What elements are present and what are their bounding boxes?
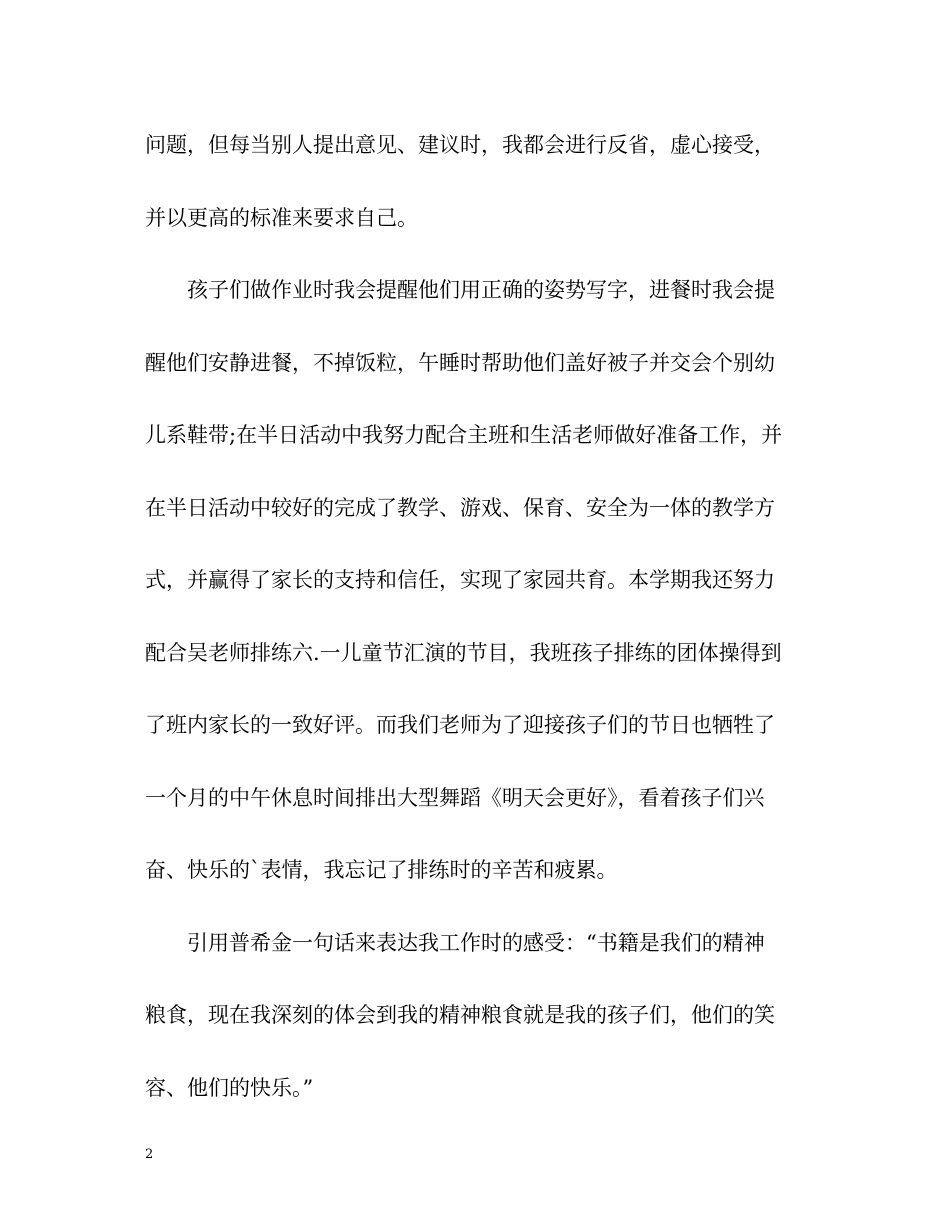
text-line: 容、他们的快乐。” xyxy=(145,1075,314,1100)
text-line: 奋、快乐的`表情，我忘记了排练时的辛苦和疲累。 xyxy=(145,858,618,882)
paragraph-start-line: 孩子们做作业时我会提醒他们用正确的姿势写字，进餐时我会提 xyxy=(187,278,775,302)
text-line: 并以更高的标准来要求自己。 xyxy=(145,205,418,230)
text-line: 在半日活动中较好的完成了教学、游戏、保育、安全为一体的教学方 xyxy=(145,495,775,520)
text-line: 式，并赢得了家长的支持和信任，实现了家园共育。本学期我还努力 xyxy=(145,568,775,592)
paragraph-start-line: 引用普希金一句话来表达我工作时的感受：“书籍是我们的精神 xyxy=(187,930,765,955)
text-line: 问题，但每当别人提出意见、建议时，我都会进行反省，虚心接受， xyxy=(145,133,775,157)
body-text xyxy=(145,118,810,1133)
text-line: 醒他们安静进餐，不掉饭粒，午睡时帮助他们盖好被子并交会个别幼 xyxy=(145,350,775,375)
text-line: 一个月的中午休息时间排出大型舞蹈《明天会更好》，看着孩子们兴 xyxy=(145,785,765,810)
page-number: 2 xyxy=(145,1147,154,1162)
text-line: 粮食，现在我深刻的体会到我的精神粮食就是我的孩子们，他们的笑 xyxy=(145,1003,775,1027)
text-line: 配合吴老师排练六.一儿童节汇演的节目，我班孩子排练的团体操得到 xyxy=(145,640,782,665)
text-line: 儿系鞋带;在半日活动中我努力配合主班和生活老师做好准备工作，并 xyxy=(145,423,783,447)
text-line: 了班内家长的一致好评。而我们老师为了迎接孩子们的节日也牺牲了 xyxy=(145,713,775,737)
